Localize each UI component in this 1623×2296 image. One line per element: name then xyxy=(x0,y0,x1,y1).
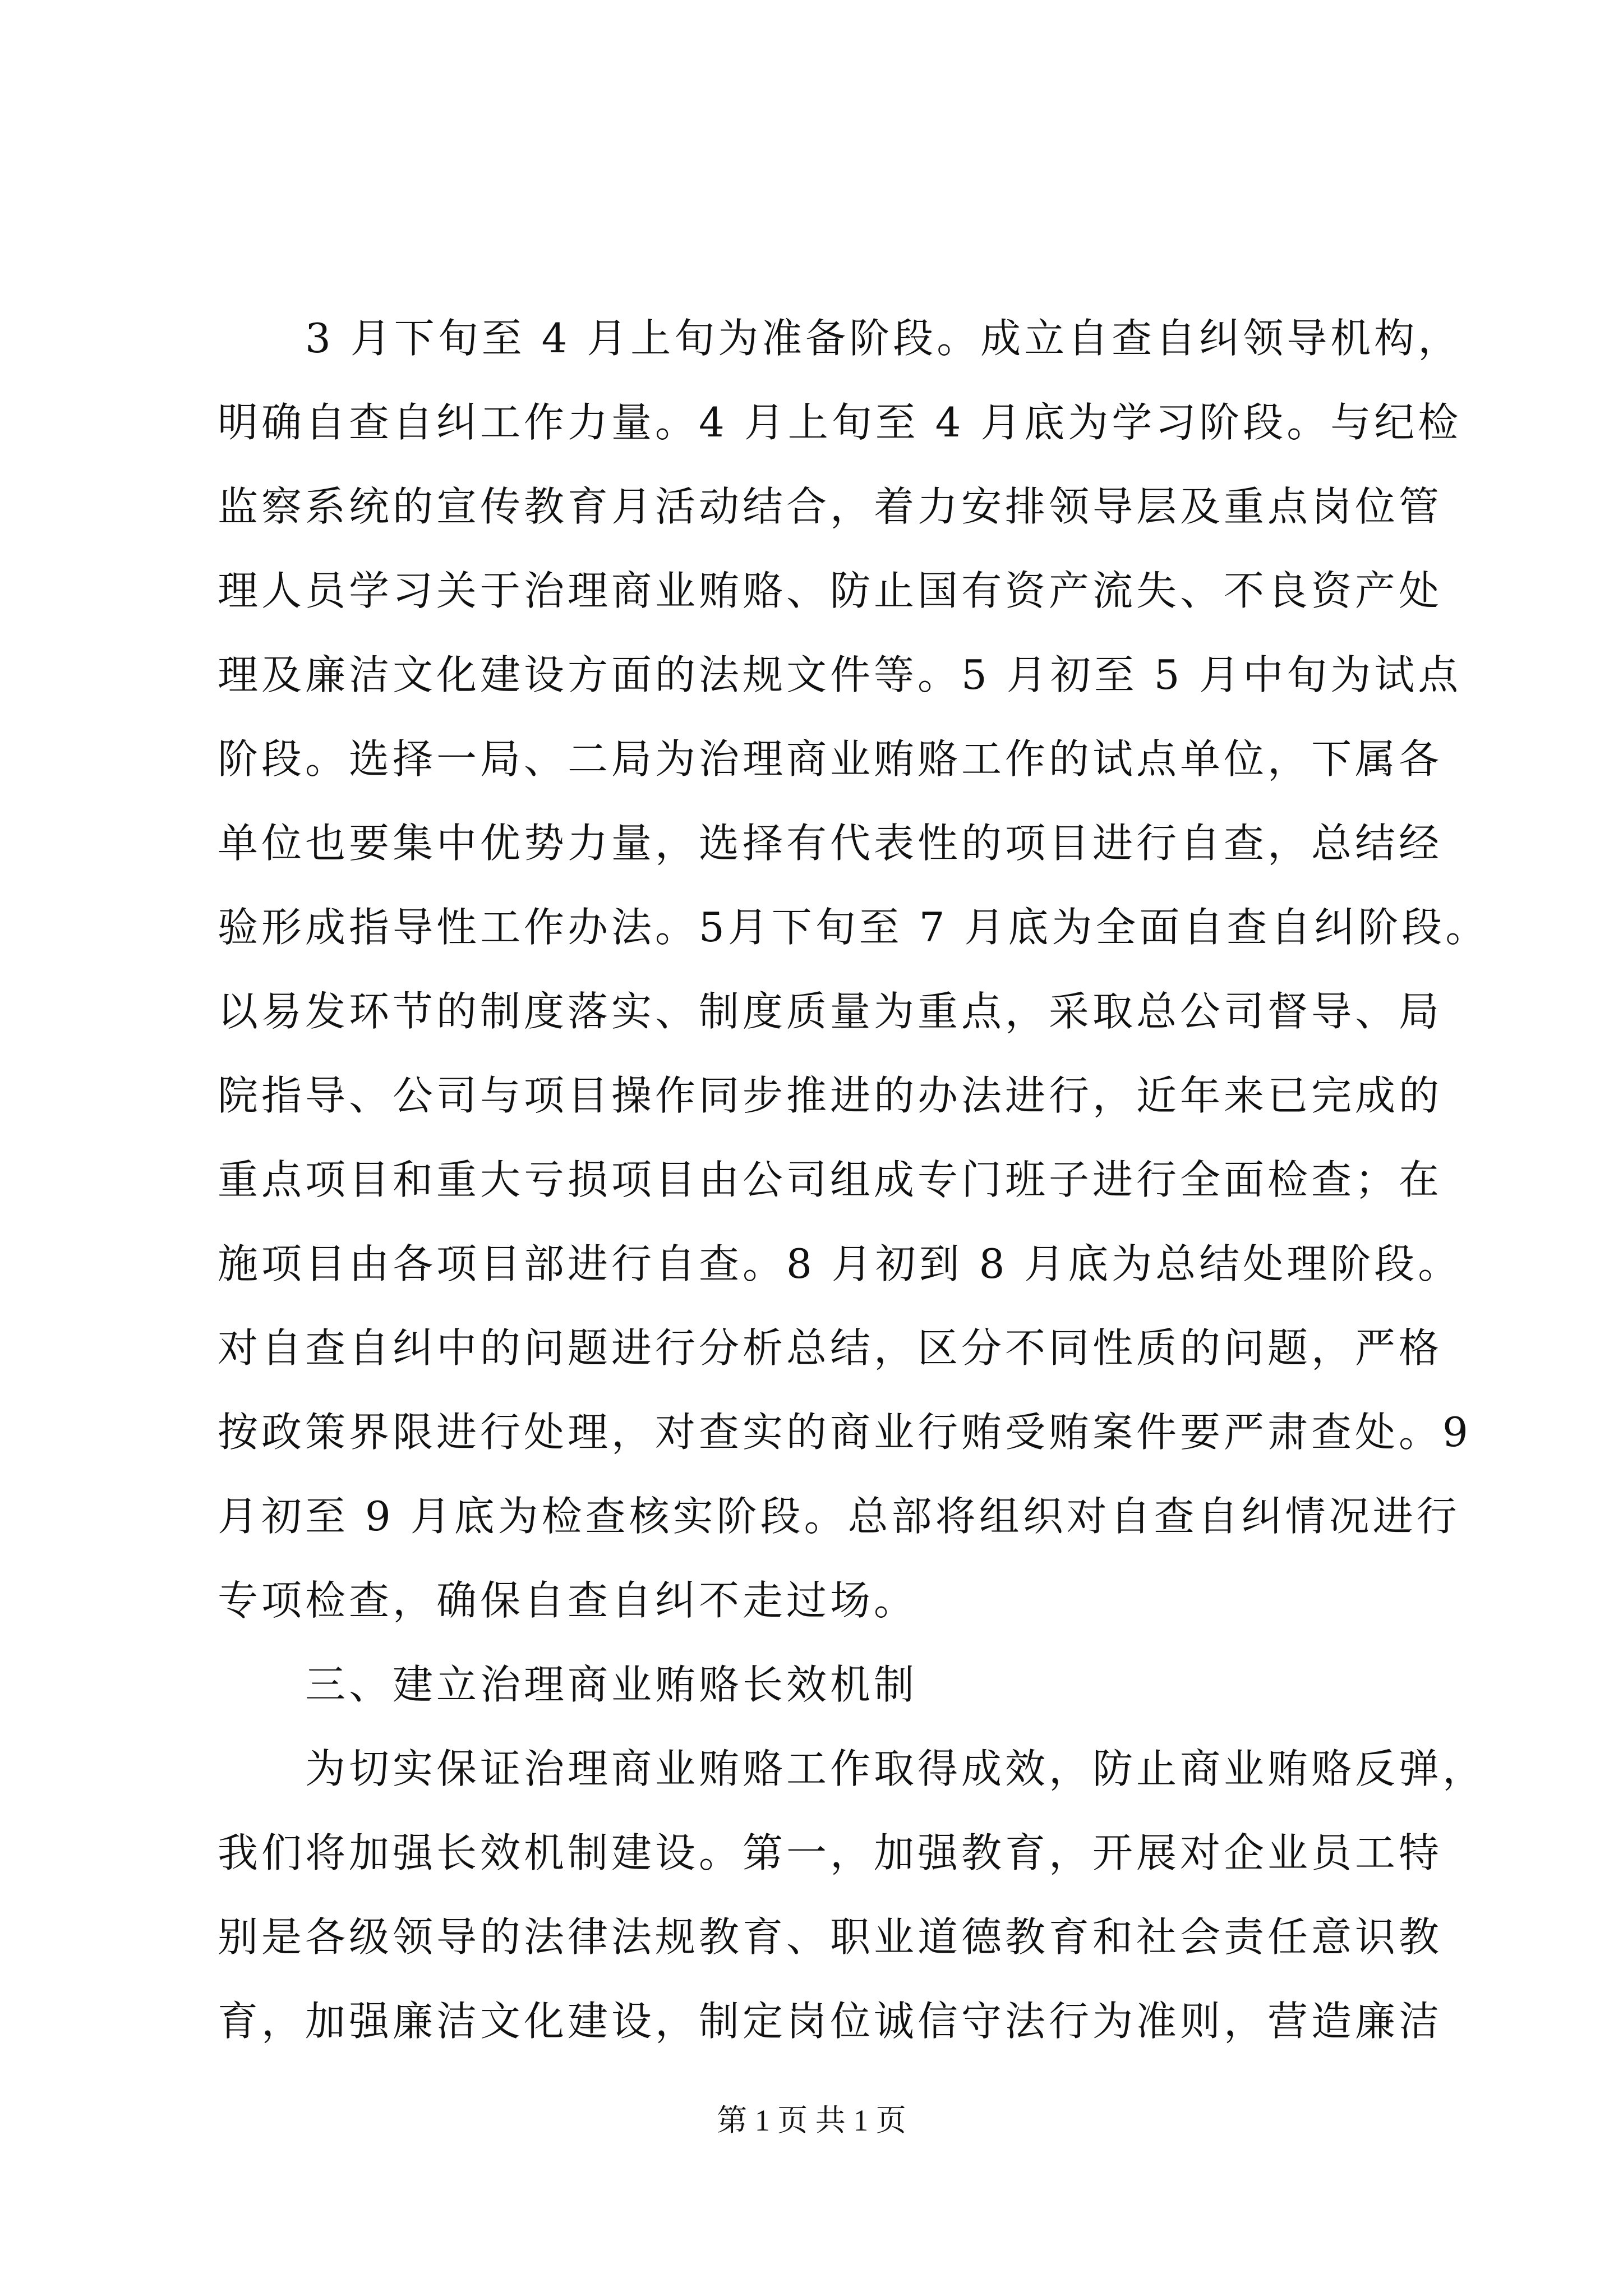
paragraph-line: 理人员学习关于治理商业贿赂、防止国有资产流失、不良资产处 xyxy=(218,567,1443,614)
paragraph-line: 明确自查自纠工作力量。4 月上旬至 4 月底为学习阶段。与纪检 xyxy=(218,399,1462,446)
paragraph-line: 以易发环节的制度落实、制度质量为重点，采取总公司督导、局 xyxy=(218,988,1443,1035)
paragraph-line: 专项检查，确保自查自纠不走过场。 xyxy=(218,1577,918,1624)
section-heading: 三、建立治理商业贿赂长效机制 xyxy=(218,1661,918,1708)
paragraph-line: 为切实保证治理商业贿赂工作取得成效，防止商业贿赂反弹， xyxy=(218,1745,1487,1792)
paragraph-line: 育，加强廉洁文化建设，制定岗位诚信守法行为准则，营造廉洁 xyxy=(218,1998,1443,2045)
paragraph-line: 我们将加强长效机制建设。第一，加强教育，开展对企业员工特 xyxy=(218,1829,1443,1876)
paragraph-line: 验形成指导性工作办法。5月下旬至 7 月底为全面自查自纠阶段。 xyxy=(218,904,1490,951)
page-footer xyxy=(0,2098,1623,2143)
paragraph-line: 别是各级领导的法律法规教育、职业道德教育和社会责任意识教 xyxy=(218,1913,1443,1961)
paragraph-line: 月初至 9 月底为检查核实阶段。总部将组织对自查自纠情况进行 xyxy=(218,1493,1460,1540)
paragraph-line: 院指导、公司与项目操作同步推进的办法进行，近年来已完成的 xyxy=(218,1072,1443,1119)
paragraph-line: 重点项目和重大亏损项目由公司组成专门班子进行全面检查；在 xyxy=(218,1156,1443,1203)
page-number-label: 第 1 页 共 1 页 xyxy=(717,2104,906,2137)
paragraph-line: 3 月下旬至 4 月上旬为准备阶段。成立自查自纠领导机构， xyxy=(218,315,1462,362)
paragraph-line: 对自查自纠中的问题进行分析总结，区分不同性质的问题，严格 xyxy=(218,1324,1443,1372)
paragraph-line: 监察系统的宣传教育月活动结合，着力安排领导层及重点岗位管 xyxy=(218,483,1443,530)
paragraph-line: 阶段。选择一局、二局为治理商业贿赂工作的试点单位，下属各 xyxy=(218,735,1443,783)
paragraph-line: 施项目由各项目部进行自查。8 月初到 8 月底为总结处理阶段。 xyxy=(218,1240,1462,1287)
paragraph-line: 按政策界限进行处理，对查实的商业行贿受贿案件要严肃查处。9 xyxy=(218,1409,1472,1456)
document-body xyxy=(218,296,1490,2063)
paragraph-line: 理及廉洁文化建设方面的法规文件等。5 月初至 5 月中旬为试点 xyxy=(218,651,1462,698)
paragraph-line: 单位也要集中优势力量，选择有代表性的项目进行自查，总结经 xyxy=(218,820,1443,867)
